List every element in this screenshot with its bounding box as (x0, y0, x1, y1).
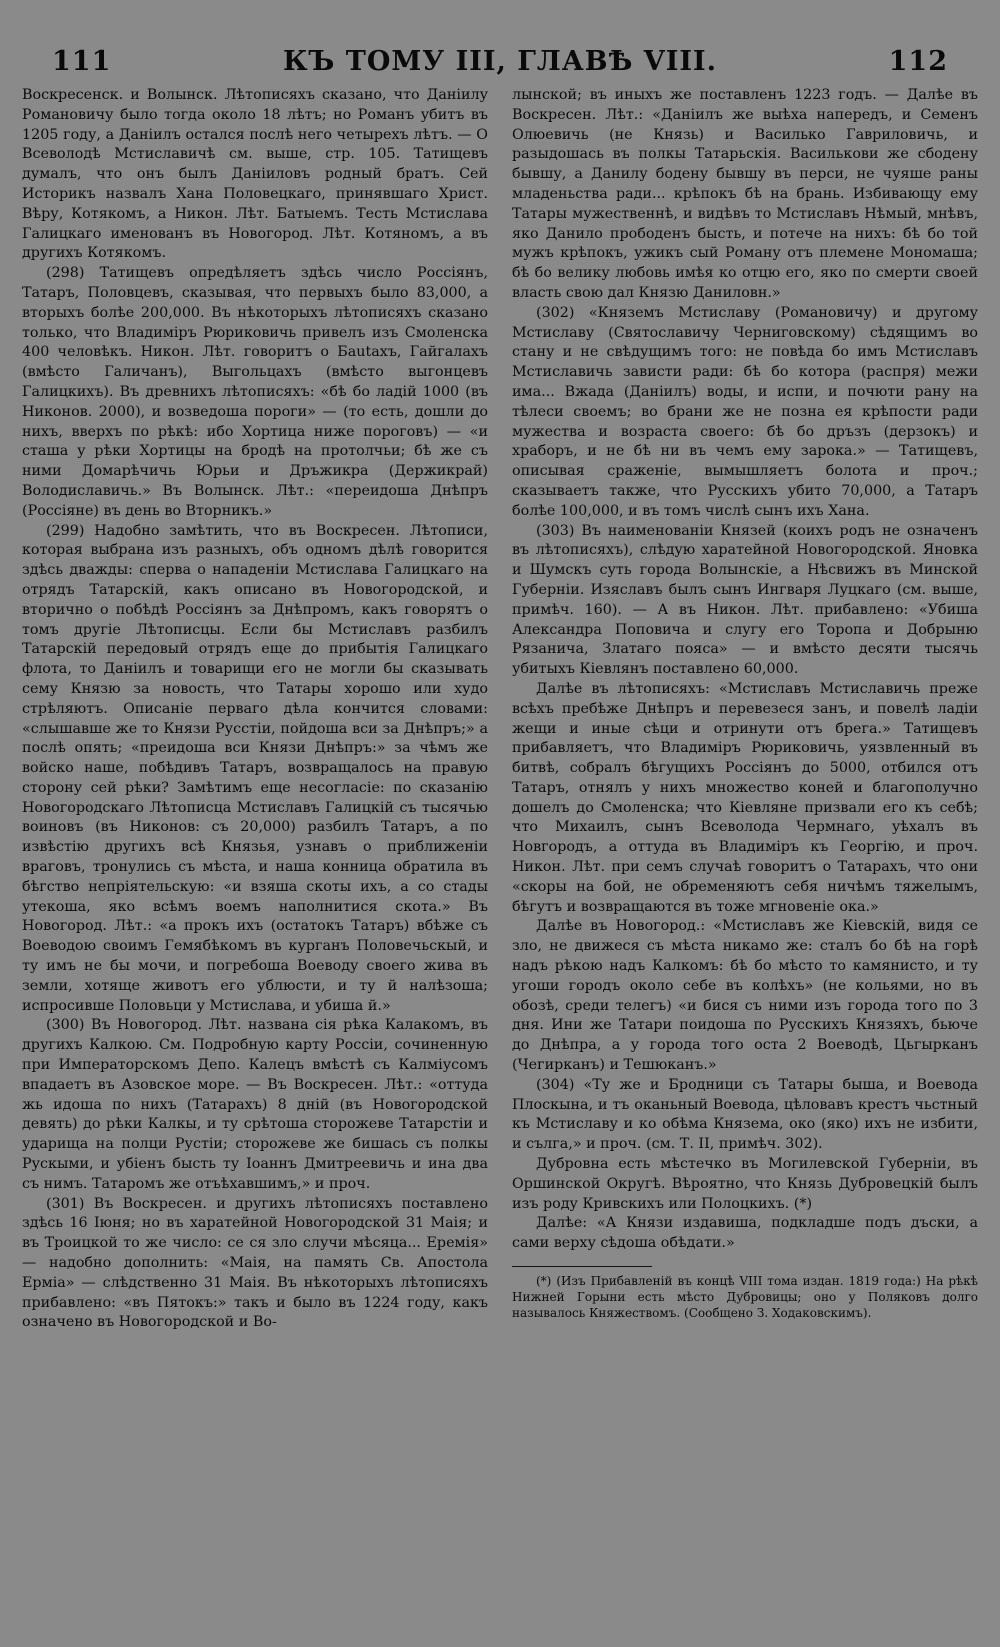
running-title: КЪ ТОМУ III, ГЛАВѢ VIII. (282, 46, 718, 77)
text-columns (22, 86, 978, 1333)
paragraph: Далѣе въ Новогород.: «Мстиславъ же Кіевскій, видя се зло, не движеся съ мѣста никамо же: сталъ бо бѣ на горѣ надъ рѣкою надъ Калкомъ: бѣ бо мѣсто то камянисто, и ту угоши городъ около себе въ колѣхъ» (не кольями, но въ обозѣ, среди телегъ) «и бися съ ними изъ города того по 3 дня. Ини же Татари поидоша по Русскихъ Князяхъ, бьюче до Днѣпра, а у города того оста 2 Воеводѣ, Цьгырканъ (Чегирканъ) и Тешюканъ.» (512, 918, 978, 1074)
page-header (22, 0, 978, 86)
paragraph: Далѣе въ лѣтописяхъ: «Мстиславъ Мстиславичь преже всѣхъ пребѣже Днѣпръ и перевезеся занъ, и повелѣ ладіи жещи и иные сѣци и отринути отъ брега.» Татищевъ прибавляетъ, что Владиміръ Рюриковичь, уязвленный въ битвѣ, собралъ бѣгущихъ Россіянъ до 5000, отбился отъ Татаръ, отнялъ у нихъ множество коней и благополучно дошелъ до Смоленска; что Кіевляне призвали его къ себѣ; что Михаилъ, сынъ Всеволода Чермнаго, уѣхалъ въ Новгородъ, а оттуда въ Владиміръ къ Георгію, и проч. Никон. Лѣт. при семъ случаѣ говоритъ о Татарахъ, что они «скоры на бой, не обременяютъ себя ничѣмъ тяжелымъ, бѣгутъ и возвращаются въ тоже мгновеніе ока.» (512, 680, 978, 915)
right-column (512, 86, 978, 1333)
footnote-rule (512, 1266, 652, 1267)
note-303: (303) Въ наименованіи Князей (коихъ родъ не означенъ въ лѣтописяхъ), слѣдую харатейной Новогородской. Яновка и Шумскъ суть города Волынскіе, а Нѣсвижъ въ Минской Губерніи. Изяславъ былъ сынъ Ингваря Луцкаго (см. выше, примѣч. 160). — А въ Никон. Лѣт. прибавлено: «Убиша Александра Поповича и слугу его Торопа и Добрыню Рязанича, Златаго пояса» — и вмѣсто десяти тысячь убитыхъ Кіевлянъ поставлено 60,000. (512, 522, 978, 678)
note-299: (299) Надобно замѣтить, что въ Воскресен. Лѣтописи, которая выбрана изъ разныхъ, объ одномъ дѣлѣ говорится здѣсь дважды: сперва о нападеніи Мстислава Галицкаго на отрядъ Татарскій, какъ описано въ Новогородской, и вторично о побѣдѣ Россіянъ за Днѣпромъ, какъ говорятъ о томъ другіе Лѣтописцы. Если бы Мстиславъ разбилъ Татарскій передовый отрядъ еще до прибытія Галицкаго флота, то Даніилъ и товарищи его не могли бы сказывать сему Князю за новость, что Татары хорошо или худо стрѣляютъ. Описаніе перваго дѣла кончится словами: «слышавше же то Князи Руcстіи, пойдоша вси за Днѣпръ;» а послѣ опять; «преидоша вси Князи Днѣпръ:» за чѣмъ же войско наше, побѣдивъ Татаръ, возвращалось на правую сторону сей рѣки? Замѣтимъ еще несогласіе: по сказанію Новогородскаго Лѣтописца Мстиславъ Галицкій съ тысячью воиновъ (въ Никонов: съ 20,000) разбилъ Татаръ, а по извѣстію другихъ всѣ Князья, узнавъ о приближеніи враговъ, тронулись съ мѣста, и наша конница обратила въ бѣгство непріятельскую: «и взяша скоты ихъ, а со стады утекоша, яко всѣмъ воемъ наполнитися скота.» Въ Новогород. Лѣт.: «а прокъ ихъ (остатокъ Татаръ) вбѣже съ Воеводою своимъ Гемябѣкомъ въ курганъ Половечьскый, и ту имъ не бы мочи, и погребоша Воеводу своего жива въ земли, хотяще животъ его ублюсти, и ту й налѣзоша; испросивше Половьци у Мстислава, и убиша й.» (22, 522, 488, 1014)
paragraph: Далѣе: «А Князи издавиша, подкладше подъ дъски, а сами верху сѣдоша обѣдати.» (512, 1215, 978, 1252)
note-304: (304) «Ту же и Бродници съ Татары быша, и Воевода Плоскына, и тъ оканьный Воевода, цѣловавъ крестъ чьстный къ Мстиславу и ко обѣма Князема, око (яко) ихъ не избити, и сълга,» и проч. (см. Т. II, примѣч. 302). (512, 1076, 978, 1153)
note-301: (301) Въ Воскресен. и другихъ лѣтописяхъ поставлено здѣсь 16 Іюня; но въ харатейной Новогородской 31 Маія; и въ Троицкой то же число: се ся зло случи мѣсяца... Еремія» — надобно дополнить: «Маія, на память Св. Апостола Ерміа» — слѣдственно 31 Маія. Въ нѣкоторыхъ лѣтописяхъ прибавлено: «въ Пятокъ:» такъ и было въ 1224 году, какъ означено въ Новогородской и Во- (22, 1195, 488, 1331)
footnote: (*) (Изъ Прибавленій въ концѣ VIII тома издан. 1819 года:) На рѣкѣ Нижней Горыни есть мѣсто Дубровицы; оно у Поляковъ долго называлось Княжествомъ. (Сообщено З. Ходаковскимъ). (512, 1274, 978, 1321)
page-number-left: 111 (52, 46, 112, 77)
paragraph: Воскресенск. и Волынск. Лѣтописяхъ сказано, что Даніилу Романовичу было тогда около 18 лѣтъ; но Романъ убитъ въ 1205 году, а Даніилъ остался послѣ него четырехъ лѣтъ. — О Всеволодѣ Мстиславичѣ см. выше, стр. 105. Татищевъ думалъ, что онъ былъ Даніиловъ родный братъ. Сей Историкъ назвалъ Хана Половецкаго, принявшаго Христ. Вѣру, Котякомъ, а Никон. Лѣт. Батыемъ. Тесть Мстислава Галицкаго именованъ въ Новогород. Лѣт. Котяномъ, а въ другихъ Котякомъ. (22, 87, 488, 262)
paragraph: Дубровна есть мѣстечко въ Могилевской Губерніи, въ Оршинской Округѣ. Вѣроятно, что Князь Дубровецкій былъ изъ роду Кривскихъ или Полоцкихъ. (*) (512, 1156, 978, 1212)
page-number-right: 112 (888, 46, 948, 77)
note-300: (300) Въ Новогород. Лѣт. названа сія рѣка Калакомъ, въ другихъ Калкою. См. Подробную карту Россіи, сочиненную при Императорскомъ Депо. Калецъ вмѣстѣ съ Калміусомъ впадаетъ въ Азовское море. — Въ Воскресен. Лѣт.: «оттуда жь идоша по нихъ (Татарахъ) 8 дній (въ Новогородской девять) до рѣки Калкы, и ту срѣтоша сторожеве Татарстіи и ударища на полци Рустіи; сторожеве же бишась съ полкы Рускыми, и убіенъ бысть ту Іоаннъ Дмитреевичь и ина два съ нимъ. Татаромъ же отъѣхавшимъ,» и проч. (22, 1017, 488, 1192)
paragraph: лынской; въ иныхъ же поставленъ 1223 годъ. — Далѣе въ Воскресен. Лѣт.: «Даніилъ же выѣха напередъ, и Семенъ Олюевичь (не Князь) и Василько Гавриловичь, и разыдошась въ полкы Татарьскія. Василькови же сбодену бывшу, а Данилу бодену бывшу въ перси, не чуяше раны младеньства ради... крѣпокъ бѣ на брань. Избивающу ему Татары мужественнѣ, и видѣвъ то Мстиславъ Нѣмый, мнѣвъ, яко Данило прободенъ бысть, и потече на нихъ: бѣ бо той мужъ крѣпокъ, ужикъ сый Роману отъ племене Мономаша; бѣ бо велику любовь имѣя ко отцю его, яко по смерти своей власть свою дал Князю Даниловн.» (512, 87, 978, 301)
left-column (22, 86, 488, 1333)
note-298: (298) Татищевъ опредѣляетъ здѣсь число Россіянъ, Татаръ, Половцевъ, сказывая, что первыхъ было 83,000, а вторыхъ болѣе 200,000. Въ нѣкоторыхъ лѣтописяхъ сказано только, что Владиміръ Рюриковичь привелъ изъ Смоленска 400 человѣкъ. Никон. Лѣт. говоритъ о Бautaхъ, Гайгалахъ (вмѣсто Галичанъ), Выгольцахъ (вмѣсто выгонцевъ Галицкихъ). Въ древнихъ лѣтописяхъ: «бѣ бо ладій 1000 (въ Никонов. 2000), и возведоша пороги» — (то есть, дошли до нихъ, вверхъ по рѣкѣ: ибо Хортица ниже пороговъ) — «и сташа у рѣки Хортицы на бродѣ на протолчьи; бѣ же съ ними Домарѣчичь Юрьи и Дръжикра (Держикрай) Володиславичь.» Въ Волынск. Лѣт.: «переидоша Днѣпръ (Россіяне) въ день во Вторникъ.» (22, 265, 488, 519)
note-302: (302) «Княземъ Мстиславу (Романовичу) и другому Мстиславу (Святославичу Черниговскому) сѣдящимъ во стану и не свѣдущимъ того: не повѣда бо имъ Мстиславъ Мстиславичь зависти ради: бѣ бо котора (распря) межи има... Вжада (Даніилъ) воды, и испи, и почюти рану на тѣлеси своемъ; во брани же не позна ея крѣпости ради мужества и возраста своего: бѣ бо дръзъ (дерзокъ) и храборъ, и не бѣ ни въ чемъ ему зарока.» — Татищевъ, описывая сраженіе, вымышляетъ болота и проч.; сказываетъ также, что Русскихъ убито 70,000, а Татаръ болѣе 100,000, и въ томъ числѣ сынъ ихъ Хана. (512, 304, 978, 519)
